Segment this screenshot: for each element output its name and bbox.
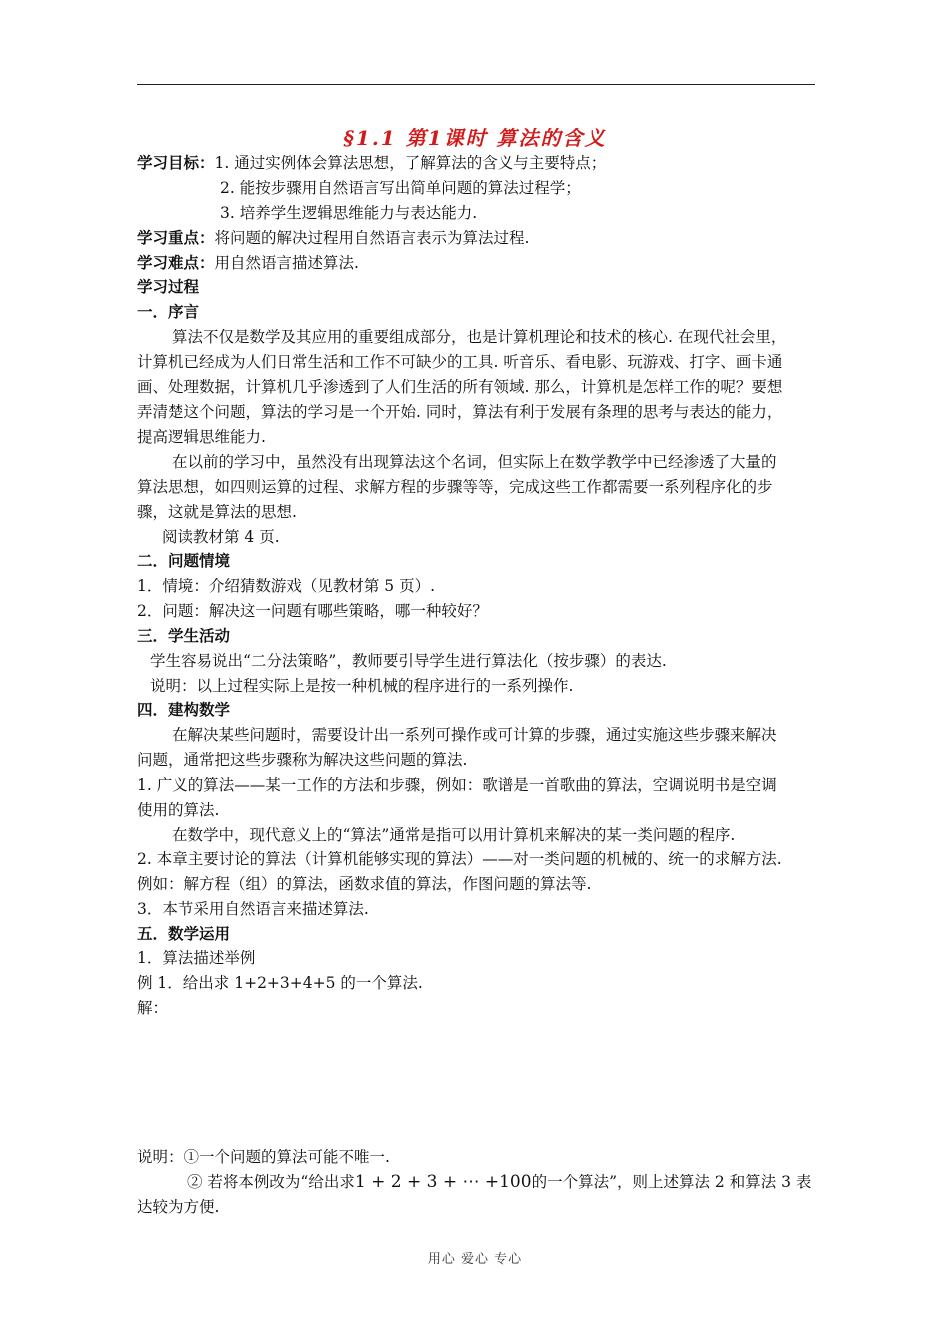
paragraph-line: 2. 本章主要讨论的算法（计算机能够实现的算法）——对一类问题的机械的、统一的求解方法. <box>137 850 782 868</box>
objectives-row-1 <box>137 151 606 175</box>
paragraph-line: 学生容易说出“二分法策略”，教师要引导学生进行算法化（按步骤）的表达. <box>150 652 667 670</box>
key-point-row <box>137 226 529 250</box>
paragraph-line: 问题，通常把这些步骤称为解决这些问题的算法. <box>137 751 468 769</box>
key-point-text: 将问题的解决过程用自然语言表示为算法过程. <box>214 229 530 247</box>
paragraph-line: 2．问题：解决这一问题有哪些策略，哪一种较好？ <box>137 602 488 620</box>
note-line-2 <box>187 1170 811 1194</box>
objective-item: 2. 能按步骤用自然语言写出简单问题的算法过程学； <box>220 179 581 197</box>
process-heading: 学习过程 <box>137 277 200 296</box>
note-text: ② 若将本例改为“给出求 <box>187 1173 355 1191</box>
paragraph-line: 例如：解方程（组）的算法，函数求值的算法，作图问题的算法等. <box>137 875 592 893</box>
objective-item: 3. 培养学生逻辑思维能力与表达能力. <box>220 204 478 222</box>
paragraph-line: 1. 广义的算法——某一工作的方法和步骤，例如：歌谱是一首歌曲的算法，空调说明书是空调 <box>137 776 777 794</box>
solution-label: 解： <box>137 999 169 1017</box>
paragraph-line: 在以前的学习中，虽然没有出现算法这个名词，但实际上在数学教学中已经渗透了大量的 <box>172 453 777 471</box>
paragraph-line: 算法不仅是数学及其应用的重要组成部分，也是计算机理论和技术的核心. 在现代社会里， <box>172 328 787 346</box>
paragraph-line: 1．算法描述举例 <box>137 949 256 967</box>
paragraph-line: 1．情境：介绍猜数游戏（见教材第 5 页）. <box>137 577 436 595</box>
paragraph-line: 说明：以上过程实际上是按一种机械的程序进行的一系列操作. <box>150 677 574 695</box>
paragraph-line: 在解决某些问题时，需要设计出一系列可操作或可计算的步骤，通过实施这些步骤来解决 <box>172 726 777 744</box>
paragraph-line: 提高逻辑思维能力. <box>137 428 266 446</box>
objectives-label: 学习目标： <box>137 153 215 172</box>
section-heading: 三．学生活动 <box>137 626 231 645</box>
objective-item: 1. 通过实例体会算法思想，了解算法的含义与主要特点； <box>214 154 607 172</box>
paragraph-line: 算法思想，如四则运算的过程、求解方程的步骤等等，完成这些工作都需要一系列程序化的步 <box>137 478 773 496</box>
sum-formula: 1 + 2 + 3 + ⋯ +100 <box>354 1172 532 1192</box>
note-text: 的一个算法”，则上述算法 2 和算法 3 表 <box>531 1173 812 1191</box>
paragraph-line: 画、处理数据，计算机几乎渗透到了人们生活的所有领域. 那么，计算机是怎样工作的呢？要想 <box>137 378 783 396</box>
paragraph-line: 计算机已经成为人们日常生活和工作不可缺少的工具. 听音乐、看电影、玩游戏、打字、画卡通 <box>137 353 783 371</box>
difficulty-label: 学习难点： <box>137 253 215 272</box>
note-line: 达较为方便. <box>137 1198 220 1216</box>
section-heading: 五．数学运用 <box>137 924 231 943</box>
paragraph-line: 3．本节采用自然语言来描述算法. <box>137 900 369 918</box>
paragraph-line: 在数学中，现代意义上的“算法”通常是指可以用计算机来解决的某一类问题的程序. <box>172 826 736 844</box>
page-title: §1.1 第1课时 算法的含义 <box>343 126 607 150</box>
example-line: 例 1．给出求 1+2+3+4+5 的一个算法. <box>137 974 423 992</box>
paragraph-line: 骤，这就是算法的思想. <box>137 503 297 521</box>
note-line: 说明：①一个问题的算法可能不唯一. <box>137 1148 390 1166</box>
paragraph-line: 弄清楚这个问题，算法的学习是一个开始. 同时，算法有利于发展有条理的思考与表达的能力， <box>137 403 783 421</box>
section-heading: 一．序言 <box>137 302 200 321</box>
section-heading: 四．建构数学 <box>137 700 231 719</box>
section-heading: 二．问题情境 <box>137 551 231 570</box>
paragraph-line: 阅读教材第 4 页. <box>162 528 280 546</box>
key-point-label: 学习重点： <box>137 228 215 247</box>
page-footer: 用心 爱心 专心 <box>427 1252 523 1267</box>
difficulty-text: 用自然语言描述算法. <box>214 254 359 272</box>
difficulty-row <box>137 251 359 275</box>
paragraph-line: 使用的算法. <box>137 801 220 819</box>
header-rule <box>137 84 815 85</box>
